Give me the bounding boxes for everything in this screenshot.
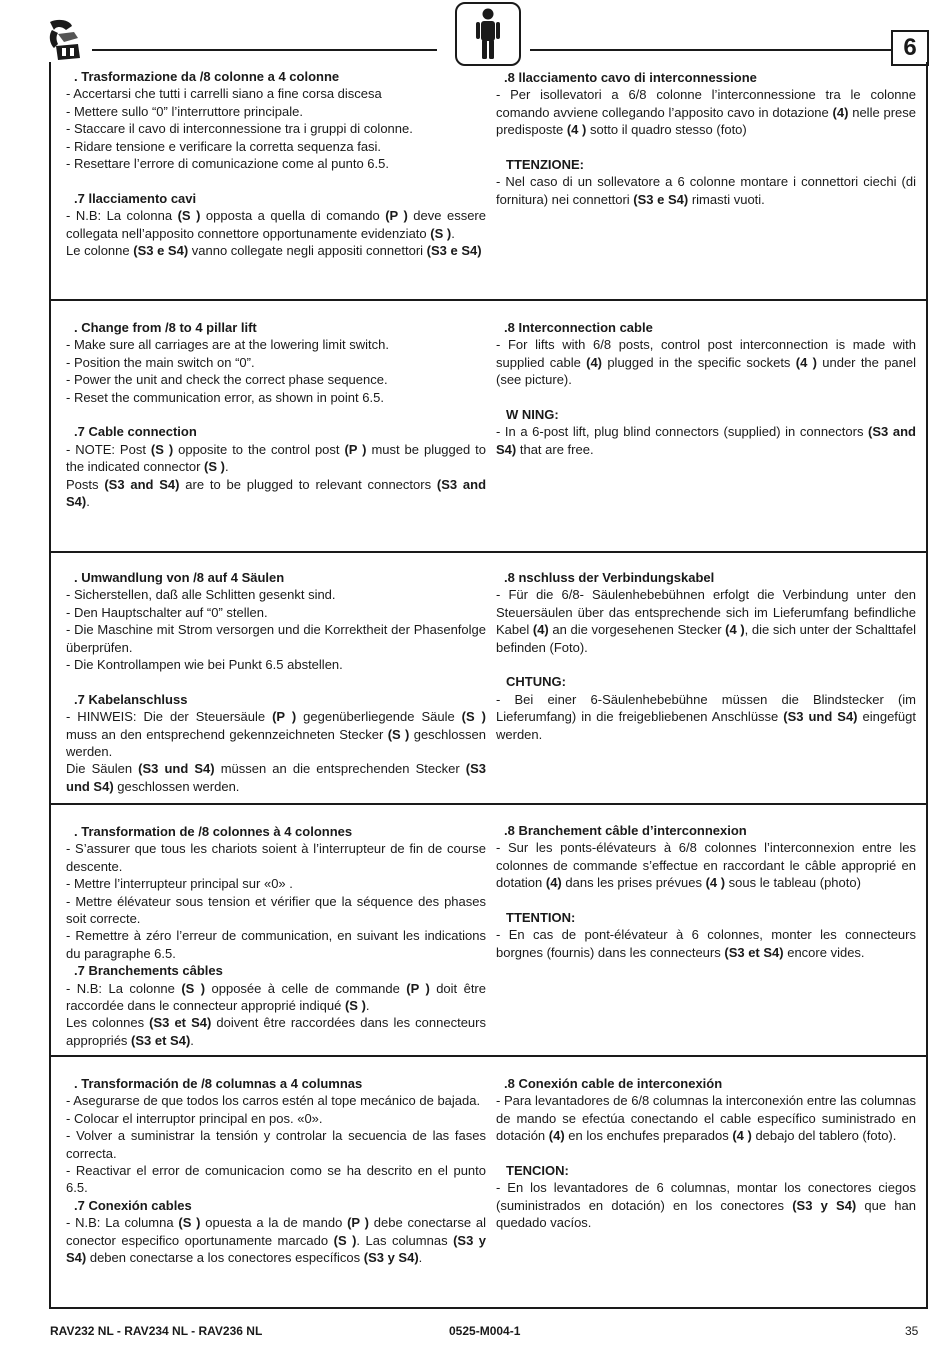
section-1-right — [496, 319, 916, 458]
text-run: encore vides. — [783, 944, 865, 960]
text-run: Le colonne — [66, 243, 134, 259]
section-divider — [49, 299, 928, 301]
instruction-line: - Make sure all carriages are at the lowering limit switch. — [66, 337, 389, 353]
text-run: - Sur les ponts-élévateurs à 6/8 colonnes l’interconnexion entre les colonnes de commande s’effectue en raccordant le câble approprié en dotation — [496, 840, 916, 891]
section-2-right — [496, 569, 916, 743]
spacer — [66, 406, 486, 423]
text-run: Die Säulen — [66, 761, 139, 777]
section-heading: . Umwandlung von /8 auf 4 Säulen — [74, 570, 285, 585]
text-run: - N.B: La columna — [66, 1215, 179, 1231]
text-run: vanno collegate negli appositi connettori — [188, 243, 427, 259]
warning-label: W NING: — [506, 407, 559, 423]
reference-code: (S3 e S4) — [133, 243, 189, 259]
reference-code: (S ) — [150, 441, 174, 457]
instruction-paragraph — [496, 926, 916, 961]
text-run: are to be plugged to relevant connectors — [179, 476, 437, 492]
text-run: debe conectarse al conector especifico oportunamente marcado — [66, 1215, 486, 1248]
text-run: que han quedado vacíos. — [496, 1197, 916, 1231]
header-rule-right — [530, 49, 891, 51]
instruction-paragraph — [66, 760, 486, 795]
text-run: . Las columnas — [356, 1232, 454, 1248]
section-heading: . Transformation de /8 colonnes à 4 colonnes — [74, 824, 353, 839]
reference-code: (S3 und S4) — [138, 761, 215, 777]
reference-code: (4 ) — [566, 122, 587, 138]
instruction-paragraph — [66, 1214, 486, 1266]
instruction-paragraph — [66, 476, 486, 511]
reference-code: (S3 e S4) — [633, 191, 689, 207]
instruction-line: - Reactivar el error de comunicacion como se ha descrito en el punto 6.5. — [66, 1163, 486, 1196]
text-run: - Per isollevatori a 6/8 colonne l’interconnessione tra le colonne comando avviene collegando l’apposito cavo in dotazione — [496, 87, 916, 120]
instruction-paragraph — [496, 1092, 916, 1144]
instruction-paragraph — [66, 980, 486, 1015]
reference-code: (4) — [545, 875, 562, 891]
section-divider — [49, 551, 928, 553]
text-run: . — [86, 494, 90, 510]
warning-label: TENCION: — [506, 1163, 569, 1179]
section-heading: .7 Kabelanschluss — [74, 691, 188, 707]
spacer — [496, 656, 916, 673]
text-run: geschlossen werden. — [66, 726, 486, 760]
reference-code: (4) — [586, 354, 603, 370]
instruction-line: - Colocar el interruptor principal en pos. «0». — [66, 1110, 323, 1126]
text-run: - En los levantadores de 6 columnas, montar los conectores ciegos (suministrados en dotación) en los conectores — [496, 1180, 916, 1213]
spacer — [496, 1145, 916, 1162]
section-heading: .7 llacciamento cavi — [74, 190, 197, 206]
spacer — [66, 673, 486, 690]
reference-code: (S3 et S4) — [149, 1015, 212, 1031]
text-run: - NOTE: Post — [66, 441, 151, 457]
instruction-line: - Die Maschine mit Strom versorgen und die Korrektheit der Phasenfolge überprüfen. — [66, 622, 486, 655]
section-2-left — [66, 569, 486, 795]
frame-left-border — [49, 62, 51, 1309]
instruction-line: - Asegurarse de que todos los carros estén al tope mecánico de bajada. — [66, 1093, 481, 1109]
reference-code: (4 ) — [795, 354, 817, 370]
section-3-left — [66, 823, 486, 1049]
reference-code: (4) — [548, 1128, 565, 1144]
instruction-line: - Resettare l’errore di comunicazione come al punto 6.5. — [66, 156, 389, 172]
instruction-line: - Remettre à zéro l’erreur de communication, en suivant les indications du paragraphe 6.5. — [66, 928, 486, 961]
footer-models: RAV232 NL - RAV234 NL - RAV236 NL — [50, 1324, 263, 1338]
text-run: eingefügt werden. — [496, 709, 916, 742]
reference-code: (S3 und S4) — [66, 761, 486, 794]
instruction-line: - Den Hauptschalter auf “0” stellen. — [66, 604, 268, 620]
instruction-line: - Ridare tensione e verificare la corretta sequenza fasi. — [66, 138, 382, 154]
spacer — [496, 892, 916, 909]
warning-label: CHTUNG: — [506, 674, 566, 690]
text-run: Posts — [66, 476, 105, 492]
reference-code: (4 ) — [725, 622, 745, 638]
warning-label: TTENZIONE: — [506, 157, 584, 173]
reference-code: (S ) — [430, 225, 452, 241]
text-run: sotto il quadro stesso (foto) — [586, 122, 747, 138]
instruction-line: - Mettre élévateur sous tension et vérifier que la séquence des phases soit correcte. — [66, 893, 486, 927]
text-run: geschlossen werden. — [113, 778, 240, 794]
section-4-left — [66, 1075, 486, 1266]
instruction-paragraph — [66, 708, 486, 760]
text-run: - Nel caso di un sollevatore a 6 colonne montare i connettori ciechi (di fornitura) nei connettori — [496, 174, 916, 207]
spacer — [496, 139, 916, 156]
operator-icon — [455, 2, 521, 66]
section-heading: .8 Interconnection cable — [504, 320, 653, 335]
section-0-left — [66, 68, 486, 259]
section-heading: .7 Conexión cables — [74, 1197, 192, 1213]
section-number: 6 — [891, 30, 929, 66]
page-number: 35 — [905, 1324, 919, 1338]
instruction-paragraph — [66, 1014, 486, 1049]
reference-code: (S3 and S4) — [104, 476, 180, 492]
instruction-paragraph — [496, 423, 916, 458]
text-run: that are free. — [516, 441, 594, 457]
instruction-line: - Mettre l’interrupteur principal sur «0» . — [66, 876, 293, 892]
reference-code: (S3 und S4) — [783, 709, 858, 725]
reference-code: (P ) — [385, 208, 408, 224]
text-run: - N.B: La colonne — [66, 980, 182, 996]
section-4-right — [496, 1075, 916, 1232]
brand-logo-icon — [44, 18, 86, 62]
frame-right-border — [926, 62, 928, 1309]
text-run: gegenüberliegende Säule — [296, 709, 462, 725]
reference-code: (S3 et S4) — [131, 1032, 191, 1048]
text-run: deve essere collegata nell’apposito connettore opportunamente evidenziato — [66, 208, 486, 241]
text-run: doivent être raccordées dans les connecteurs appropriés — [66, 1015, 486, 1048]
instruction-line: - Power the unit and check the correct phase sequence. — [66, 372, 388, 388]
text-run: deben conectarse a los conectores específicos — [86, 1250, 364, 1266]
instruction-paragraph — [496, 1179, 916, 1231]
instruction-paragraph — [496, 86, 916, 138]
section-heading: . Change from /8 to 4 pillar lift — [74, 320, 257, 335]
instruction-paragraph — [496, 839, 916, 891]
text-run: - Für die 6/8- Säulenhebebühnen erfolgt die Verbindung unter den Steuersäulen über das entsprechende sich im Lieferumfang befindliche Kabel — [496, 587, 916, 638]
text-run: - N.B: La colonna — [66, 208, 178, 224]
instruction-paragraph — [496, 691, 916, 743]
text-run: opposée à celle de commande — [205, 980, 407, 996]
text-run: muss an den entsprechend gekennzeichneten Stecker — [66, 726, 388, 742]
text-run: opposite to the control post — [173, 441, 345, 457]
reference-code: (4 ) — [732, 1128, 752, 1144]
reference-code: (S ) — [387, 726, 410, 742]
text-run: dans les prises prévues — [561, 875, 706, 891]
text-run: nelle prese predisposte — [496, 104, 916, 138]
text-run: debajo del tablero (foto). — [751, 1128, 897, 1144]
text-run: - HINWEIS: Die der Steuersäule — [66, 709, 273, 725]
reference-code: (S3 y S4) — [792, 1197, 857, 1213]
text-run: müssen an die entsprechenden Stecker — [214, 761, 466, 777]
section-0-right — [496, 69, 916, 208]
reference-code: (P ) — [347, 1215, 369, 1231]
text-run: . — [365, 998, 370, 1014]
text-run: an die vorgesehenen Stecker — [548, 622, 726, 638]
reference-code: (S3 y S4) — [66, 1232, 486, 1266]
text-run: . — [451, 225, 455, 241]
text-run: must be plugged to the indicated connector — [66, 441, 487, 475]
header-rule-left — [92, 49, 437, 51]
reference-code: (S3 and S4) — [66, 476, 487, 510]
section-1-left — [66, 319, 486, 510]
reference-code: (S3 e S4) — [426, 243, 482, 259]
section-heading: . Transformación de /8 columnas a 4 columnas — [74, 1076, 363, 1091]
spacer — [496, 389, 916, 406]
text-run: doit être raccordée dans le connecteur approprié indiqué — [66, 980, 486, 1014]
text-run: sous le tableau (photo) — [725, 875, 861, 891]
reference-code: (S ) — [177, 208, 201, 224]
section-heading: . Trasformazione da /8 colonne a 4 colonne — [74, 69, 340, 84]
text-run: Les colonnes — [66, 1015, 150, 1031]
reference-code: (P ) — [406, 980, 430, 996]
instruction-line: - Volver a suministrar la tensión y controlar la secuencia de las fases correcta. — [66, 1128, 486, 1161]
section-heading: .8 llacciamento cavo di interconnessione — [504, 70, 757, 85]
text-run: . — [225, 459, 229, 475]
instruction-paragraph — [66, 242, 486, 259]
spacer — [66, 172, 486, 189]
text-run: - Para levantadores de 6/8 columnas la interconexión entre las columnas de mando se efectúa conectando el cable específico suministrado en dotación — [496, 1093, 916, 1144]
reference-code: (S ) — [181, 980, 206, 996]
reference-code: (S ) — [344, 998, 366, 1014]
text-run: - Bei einer 6-Säulenhebebühne müssen die Blindstecker (im Lieferumfang) in die freigebliebenen Anschlüsse — [496, 691, 916, 725]
section-heading: .7 Branchements câbles — [74, 963, 223, 979]
text-run: under the panel (see picture). — [496, 354, 917, 388]
instruction-paragraph — [496, 586, 916, 656]
text-run: opuesta a la de mando — [200, 1215, 348, 1231]
section-heading: .8 Conexión cable de interconexión — [504, 1076, 723, 1091]
text-run: , die sich unter der Schalttafel befinden (Foto). — [496, 622, 916, 655]
instruction-line: - Die Kontrollampen wie bei Punkt 6.5 abstellen. — [66, 657, 343, 673]
instruction-line: - Staccare il cavo di interconnessione tra i gruppi di colonne. — [66, 121, 413, 137]
reference-code: (S3 et S4) — [724, 944, 784, 960]
section-divider — [49, 1055, 928, 1057]
section-heading: .8 nschluss der Verbindungskabel — [504, 570, 715, 585]
text-run: en los enchufes preparados — [564, 1128, 733, 1144]
reference-code: (P ) — [272, 709, 297, 725]
frame-bottom-border — [49, 1307, 928, 1309]
reference-code: (S3 and S4) — [496, 424, 916, 457]
reference-code: (S ) — [461, 709, 486, 725]
reference-code: (P ) — [344, 441, 367, 457]
instruction-line: - Reset the communication error, as shown in point 6.5. — [66, 389, 384, 405]
text-run: plugged in the specific sockets — [602, 354, 796, 370]
instruction-line: - Mettere sullo “0” l’interruttore principale. — [66, 103, 303, 119]
instruction-line: - Position the main switch on “0”. — [66, 354, 255, 370]
reference-code: (S3 y S4) — [363, 1250, 419, 1266]
text-run: - En cas de pont-élévateur à 6 colonnes, monter les connecteurs borgnes (fournis) dans les connecteurs — [496, 927, 916, 960]
instruction-paragraph — [496, 336, 916, 388]
section-heading: .7 Cable connection — [74, 424, 197, 440]
footer-doc-code: 0525-M004-1 — [449, 1324, 521, 1338]
section-heading: .8 Branchement câble d’interconnexion — [504, 823, 747, 838]
reference-code: (4) — [532, 622, 549, 638]
text-run: rimasti vuoti. — [688, 191, 765, 207]
section-divider — [49, 803, 928, 805]
text-run: . — [418, 1250, 423, 1266]
text-run: opposta a quella di comando — [200, 208, 386, 224]
reference-code: (4 ) — [705, 875, 726, 891]
warning-label: TTENTION: — [506, 910, 576, 926]
text-run: - In a 6-post lift, plug blind connectors (supplied) in connectors — [496, 424, 869, 440]
instruction-line: - Accertarsi che tutti i carrelli siano a fine corsa discesa — [66, 86, 382, 102]
instruction-paragraph — [496, 173, 916, 208]
instruction-paragraph — [66, 441, 486, 476]
instruction-line: - S’assurer que tous les chariots soient à l’interrupteur de fin de course descente. — [66, 841, 486, 874]
reference-code: (S ) — [204, 459, 225, 475]
instruction-line: - Sicherstellen, daß alle Schlitten gesenkt sind. — [66, 587, 336, 603]
text-run: . — [190, 1032, 194, 1048]
section-3-right — [496, 822, 916, 961]
text-run: - For lifts with 6/8 posts, control post interconnection is made with supplied cable — [496, 337, 916, 370]
instruction-paragraph — [66, 207, 486, 242]
reference-code: (4) — [832, 104, 849, 120]
reference-code: (S ) — [333, 1232, 357, 1248]
reference-code: (S ) — [178, 1215, 201, 1231]
